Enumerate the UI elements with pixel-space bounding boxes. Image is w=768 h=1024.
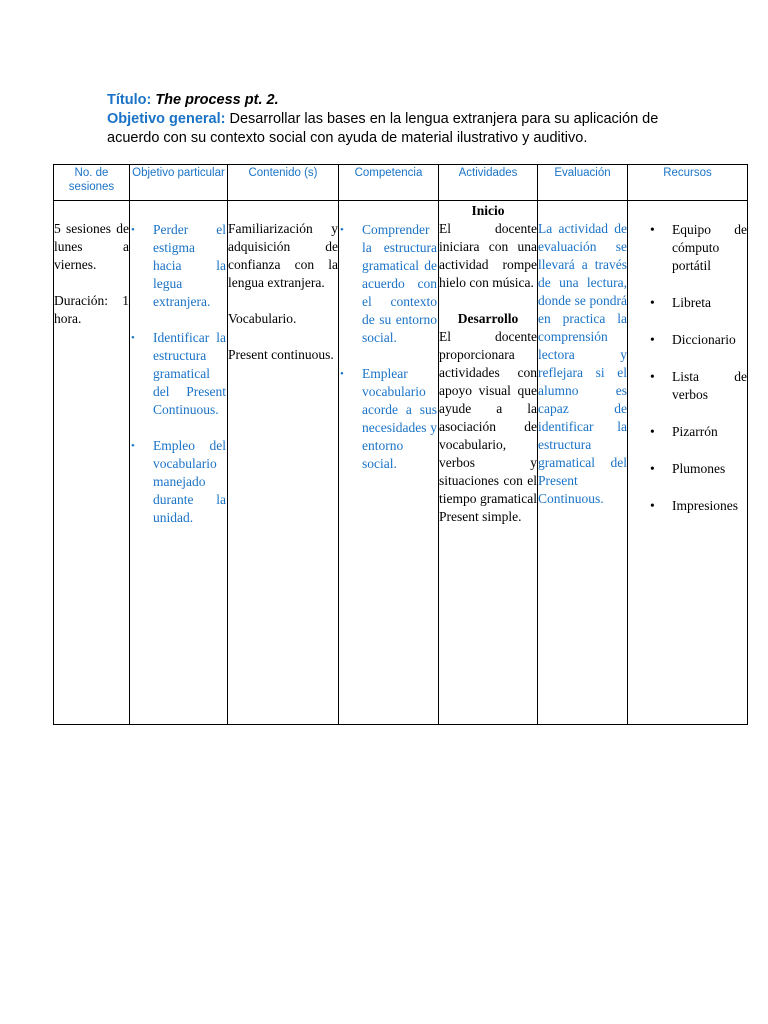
cell-recursos [628, 201, 748, 725]
list-item: • Lista de verbos [672, 368, 747, 404]
header-sesiones: No. de sesiones [54, 165, 130, 201]
cell-actividades [439, 201, 538, 725]
header-competencia: Competencia [339, 165, 439, 201]
list-item: • Libreta [672, 294, 747, 312]
contenido-item: Present continuous. [228, 347, 334, 362]
list-item: • Equipo de cómputo portátil [672, 221, 747, 275]
list-item: • Perder el estigma hacia la legua extranjera. [153, 221, 226, 311]
inicio-text: El docente iniciara con una actividad rompe hielo con música. [439, 221, 537, 290]
cell-evaluacion [538, 201, 628, 725]
list-item: • Diccionario [672, 331, 747, 349]
objetivos-list [130, 221, 227, 527]
inicio-title: Inicio [471, 203, 505, 218]
cell-sesiones [54, 201, 130, 725]
duracion-text: Duración: 1 hora. [54, 293, 129, 326]
header-actividades: Actividades [439, 165, 538, 201]
list-item: • Impresiones [672, 497, 747, 515]
contenido-item: Familiarización y adquisición de confianza con la lengua extranjera. [228, 221, 338, 290]
recursos-list [628, 221, 747, 515]
title-label: Título: [107, 92, 152, 108]
title-line [107, 91, 687, 110]
table-row [54, 201, 748, 725]
objective-line [107, 110, 687, 148]
header-evaluacion: Evaluación [538, 165, 628, 201]
contenido-item: Vocabulario. [228, 311, 297, 326]
cell-objetivos [130, 201, 228, 725]
header-objetivo: Objetivo particular [130, 165, 228, 201]
objective-label: Objetivo general: [107, 111, 226, 127]
objective-text: Desarrollar las bases en la lengua extranjera para su aplicación de acuerdo con su contexto social con ayuda de material ilustrativo y auditivo. [107, 111, 659, 146]
list-item: • Empleo del vocabulario manejado durante la unidad. [153, 437, 226, 527]
list-item: • Comprender la estructura gramatical de acuerdo con el contexto de su entorno social. [362, 221, 437, 347]
list-item: • Identificar la estructura gramatical del Present Continuous. [153, 329, 226, 419]
cell-competencias [339, 201, 439, 725]
desarrollo-text: El docente proporcionara actividades con apoyo visual que ayude a la asociación de vocabulario, verbos y situaciones con el tiempo gramatical Present simple. [439, 329, 537, 524]
list-item: • Plumones [672, 460, 747, 478]
list-item: • Emplear vocabulario acorde a sus necesidades y entorno social. [362, 365, 437, 473]
title-value: The process pt. 2. [155, 92, 279, 108]
evaluacion-text: La actividad de evaluación se llevará a través de una lectura, donde se pondrá en practica la comprensión lectora y reflejara si el alumno es capaz de identificar la estructura gramatical del Present Continuous. [538, 221, 627, 506]
header-contenido: Contenido (s) [228, 165, 339, 201]
list-item: • Pizarrón [672, 423, 747, 441]
lesson-plan-table [53, 164, 748, 725]
table-header-row [54, 165, 748, 201]
sesiones-text: 5 sesiones de lunes a viernes. [54, 221, 129, 272]
cell-contenidos [228, 201, 339, 725]
desarrollo-title: Desarrollo [457, 311, 519, 326]
header-recursos: Recursos [628, 165, 748, 201]
competencias-list [339, 221, 438, 473]
document-header [107, 91, 687, 148]
